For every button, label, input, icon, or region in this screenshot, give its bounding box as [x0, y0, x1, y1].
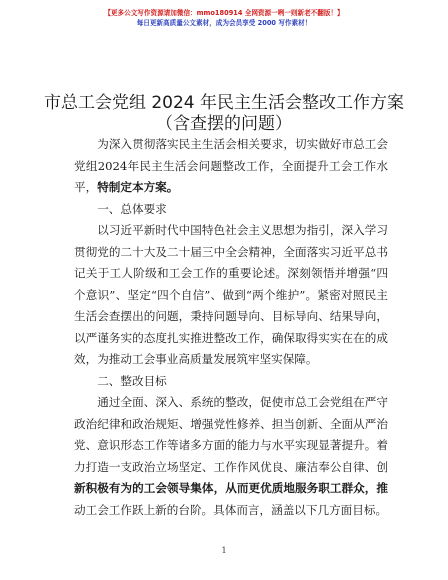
section-2-text-c: 动工会工作跃上新的台阶。具体而言，涵盖以下几方面目标。 [74, 502, 388, 517]
banner-line-2: 每日更新高质量公文素材，成为会员享受 2000 写作素材！ [136, 19, 312, 27]
section-1-paragraph: 以习近平新时代中国特色社会主义思想为指引，深入学习贯彻党的二十大及二十届三中全会精神，全面落实习近平总书记关于工人阶级和工会工作的重要论述。深刻领悟并增强“四个意识”、坚定“四个自信”、做到“两个维护”。紧密对照民主生活会查摆出的问题，秉持问题导向、目标导向、结果导向，以严谨务实的态度扎实推进整改工作，确保取得实实在在的成效，为推动工会事业高质量发展筑牢坚实保障。 [74, 223, 388, 366]
section-heading-2: 二、整改目标 [97, 373, 167, 388]
page-number: 1 [221, 546, 227, 555]
intro-text: 为深入贯彻落实民主生活会相关要求，切实做好市总工会党组2024年民主生活会问题整改工作，全面提升工会工作水平， [74, 137, 388, 194]
document-title: 市总工会党组 2024 年民主生活会整改工作方案 [43, 93, 405, 113]
document-subtitle: （含查摆的问题） [156, 114, 292, 134]
intro-paragraph [74, 134, 388, 199]
banner-line-1: 【更多公文写作资源请加微信：mmo180914 全网资源一咧一则新老不翻版！】 [104, 9, 344, 17]
document-body [74, 134, 388, 521]
section-2-paragraph [74, 392, 388, 521]
intro-bold-text: 特制定本方案。 [97, 180, 179, 194]
section-heading-1: 一、总体要求 [97, 201, 167, 216]
section-2-text-a: 通过全面、深入、系统的整改，促使市总工会党组在严守政治纪律和政治规矩、增强党性修养、担当创新、全面从严治党、意识形态工作等诸多方面的能力与水平实现显著提升。着力打造一支政治立场坚定、工作作风优良、廉洁奉公自律、创 [74, 395, 388, 474]
promo-banner [0, 8, 448, 28]
section-2-bold-text: 新积极有为的工会领导集体，从而更优质地服务职工群众，推 [74, 481, 388, 495]
